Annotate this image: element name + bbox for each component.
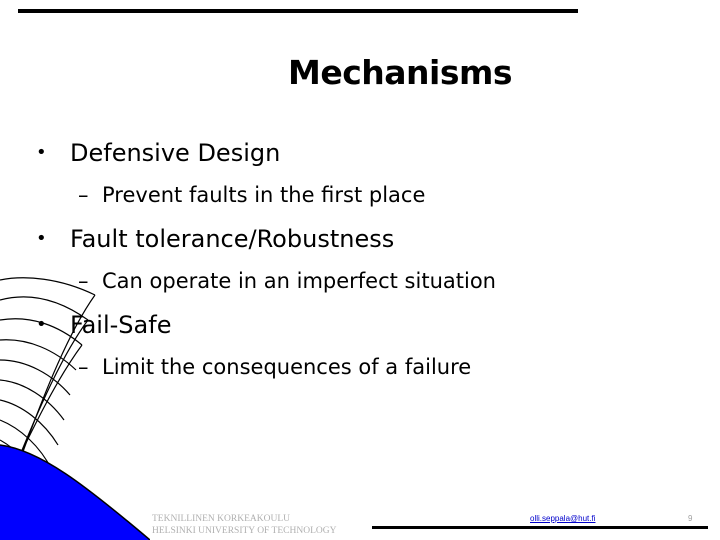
page-number: 9	[688, 514, 693, 523]
sub-bullet-text: Can operate in an imperfect situation	[102, 269, 496, 293]
footer-email-link[interactable]: olli.seppala@hut.fi	[530, 514, 596, 523]
sub-bullet-marker: –	[78, 355, 89, 379]
bullet-text: Fault tolerance/Robustness	[70, 225, 395, 253]
top-rule	[18, 9, 578, 13]
bullet-text: Defensive Design	[70, 139, 281, 167]
bullet-marker: •	[36, 314, 47, 335]
bullet-marker: •	[36, 142, 47, 163]
footer-institution	[152, 513, 362, 537]
bullet-marker: •	[36, 228, 47, 249]
sub-bullet-text: Limit the consequences of a failure	[102, 355, 472, 379]
sub-bullet-marker: –	[78, 269, 89, 293]
footer-institution-line1: TEKNILLINEN KORKEAKOULU	[152, 514, 290, 524]
footer-rule	[372, 526, 708, 529]
logo-blue-wing	[0, 445, 150, 540]
sub-bullet-marker: –	[78, 183, 89, 207]
footer-institution-line2: HELSINKI UNIVERSITY OF TECHNOLOGY	[152, 526, 337, 536]
bullet-text: Fail-Safe	[70, 311, 172, 339]
slide-title: Mechanisms	[287, 53, 513, 92]
sub-bullet-text: Prevent faults in the first place	[102, 183, 426, 207]
